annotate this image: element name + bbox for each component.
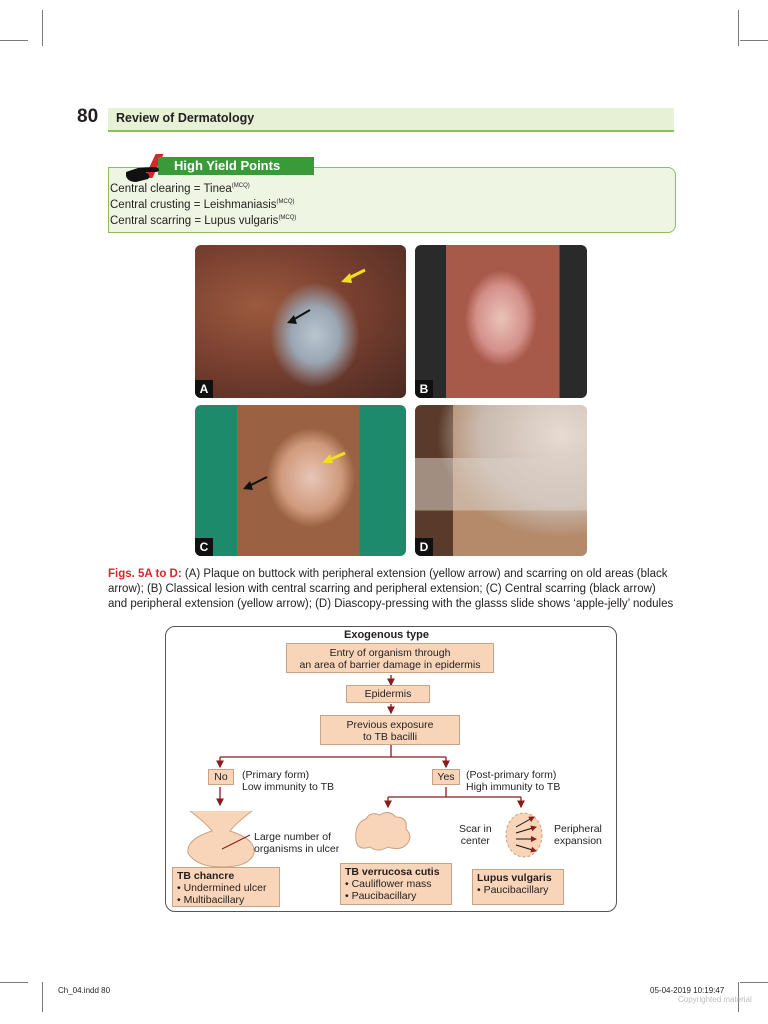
crop-mark [738,10,739,46]
running-head: Review of Dermatology [116,111,255,125]
crop-mark [740,40,768,41]
flowchart [165,626,617,912]
clinical-photo-c [195,405,406,556]
outcome-tb-verrucosa-cutis: TB verrucosa cutis • Cauliflower mass • Paucibacillary [340,863,452,905]
clinical-photo-d [415,405,587,556]
clinical-photo-a [195,245,406,398]
panel-label: A [195,380,213,398]
figure-caption: Figs. 5A to D: (A) Plaque on buttock with peripheral extension (yellow arrow) and scarring on old areas (black arrow); (B) Classical lesion with central scarring and peripheral extension; (C) Central scarring (black arrow) and peripheral extension (yellow arrow); (D) Diascopy-pressing with the glasss slide shows ‘apple-jelly’ nodules [108,568,674,610]
yes-box: Yes [432,769,460,785]
page-number: 80 [77,106,99,127]
high-yield-point: Central scarring = Lupus vulgaris$^{(MCQ)}$ [110,215,297,227]
crop-mark [42,10,43,46]
epidermis-box: Epidermis [346,685,430,703]
entry-box: Entry of organism through an area of barrier damage in epidermis [286,643,494,673]
crop-mark [42,982,43,1012]
peripheral-note: Peripheral expansion [554,823,602,847]
primary-form-text: (Primary form) Low immunity to TB [242,769,335,793]
scar-note: Scar in center [459,823,492,847]
post-primary-form-text: (Post-primary form) High immunity to TB [466,769,561,793]
clinical-photo-b [415,245,587,398]
no-box: No [208,769,234,785]
panel-label: B [415,380,433,398]
high-yield-point: Central clearing = Tinea$^{(MCQ)}$ [110,183,250,195]
footer-watermark: Copyrighted material [678,995,752,1004]
footer-file: Ch_04.indd 80 [58,986,111,995]
panel-label: C [195,538,213,556]
crop-mark [0,982,28,983]
high-yield-title: High Yield Points [158,157,314,175]
high-yield-point: Central crusting = Leishmaniasis$^{(MCQ)}$ [110,199,295,211]
footer-datetime: 05-04-2019 10:19:47 [650,986,725,995]
crop-mark [740,982,768,983]
ulcer-note: Large number of organisms in ulcer [254,831,340,855]
outcome-tb-chancre: TB chancre • Undermined ulcer • Multibacillary [172,867,280,907]
crop-mark [0,40,28,41]
panel-label: D [415,538,433,556]
flowchart-title: Exogenous type [344,629,429,641]
pointing-hand-icon [124,158,162,186]
exposure-box: Previous exposure to TB bacilli [320,715,460,745]
outcome-lupus-vulgaris: Lupus vulgaris • Paucibacillary [472,869,564,905]
